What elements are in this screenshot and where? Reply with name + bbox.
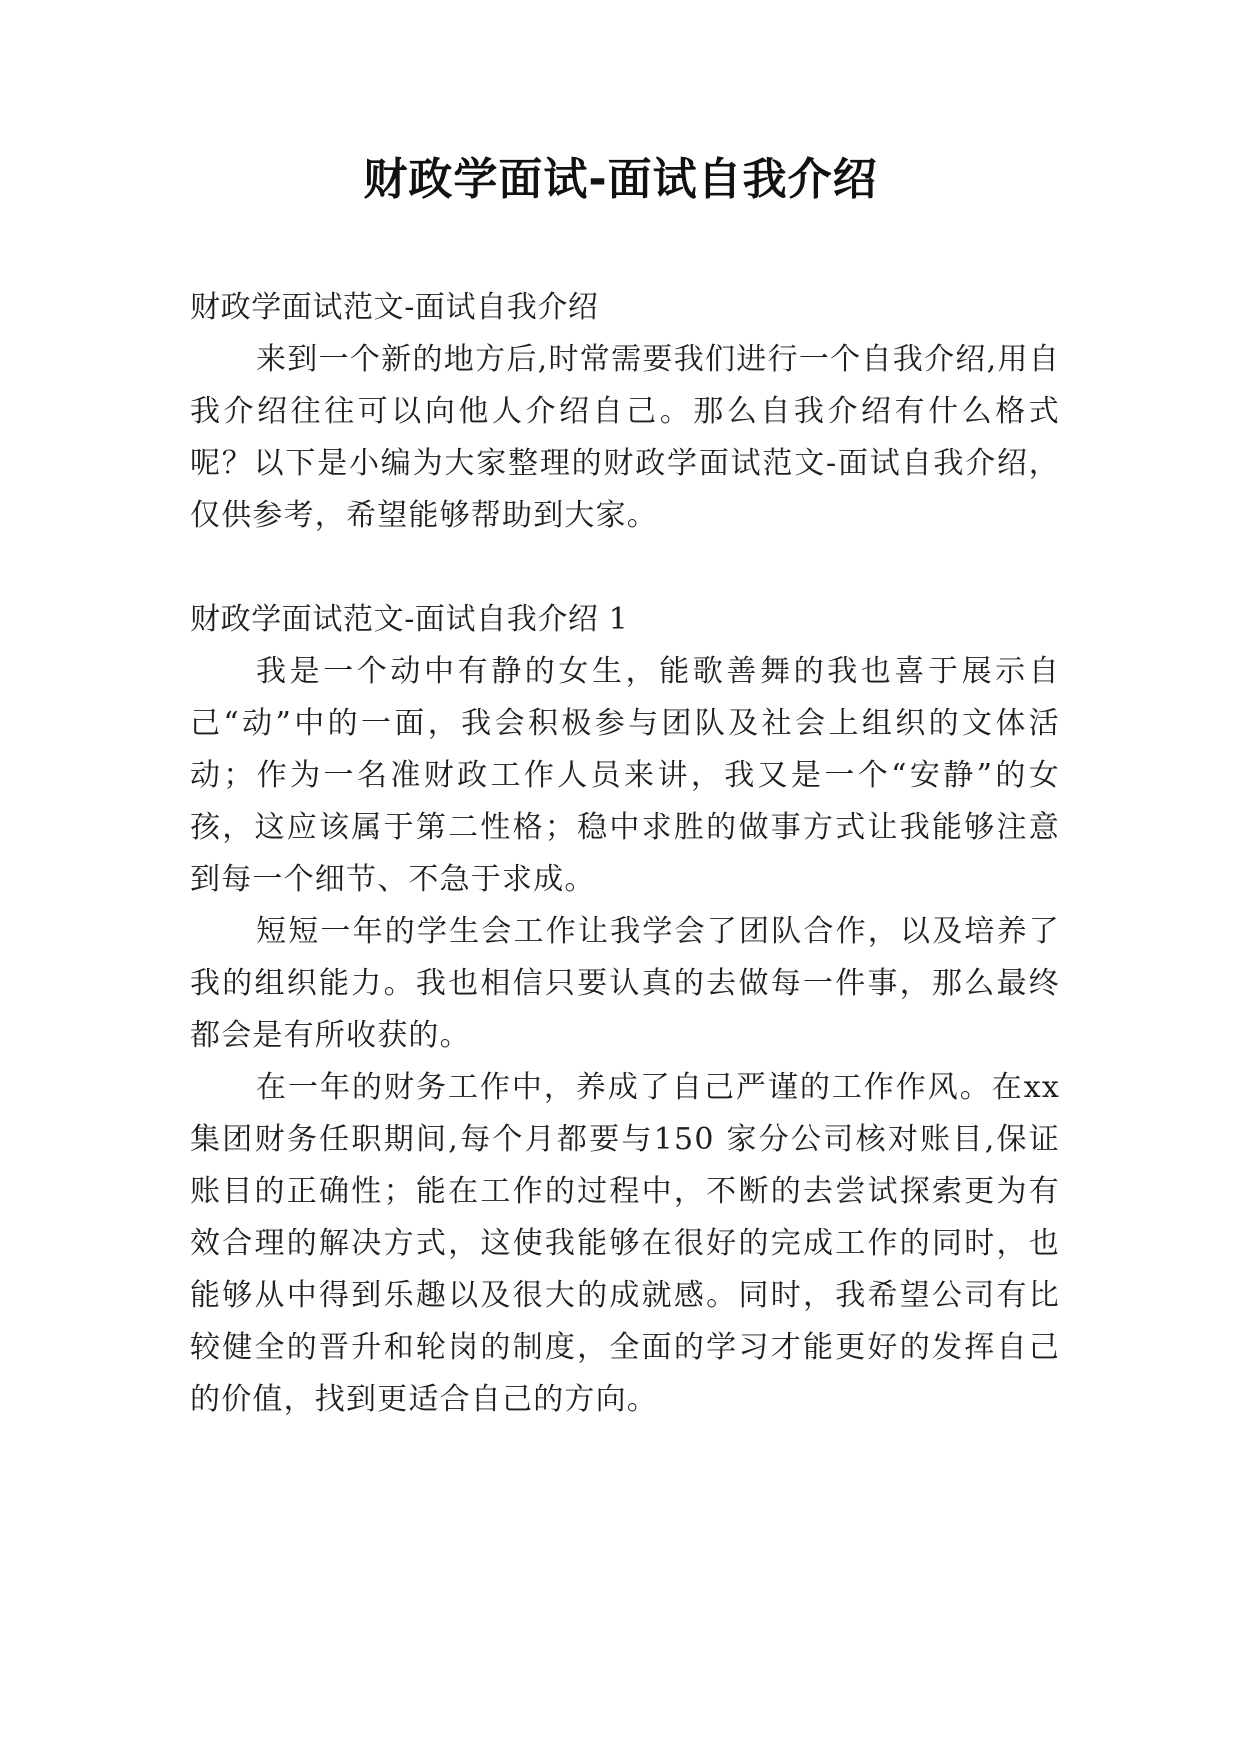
- section-1-paragraph-2: 短短一年的学生会工作让我学会了团队合作，以及培养了我的组织能力。我也相信只要认真的去做每一件事，那么最终都会是有所收获的。: [190, 914, 1060, 1053]
- document-title: 财政学面试-面试自我介绍: [363, 154, 878, 205]
- section-1-paragraph-3: 在一年的财务工作中，养成了自己严谨的工作作风。在xx 集团财务任职期间,每个月都要与150 家分公司核对账目,保证账目的正确性；能在工作的过程中，不断的去尝试探索更为有效合理的解决方式，这使我能够在很好的完成工作的同时，也能够从中得到乐趣以及很大的成就感。同时，我希望公司有比较健全的晋升和轮岗的制度，全面的学习才能更好的发挥自己的价值，找到更适合自己的方向。: [190, 1070, 1060, 1417]
- intro-paragraph: 来到一个新的地方后,时常需要我们进行一个自我介绍,用自我介绍往往可以向他人介绍自己。那么自我介绍有什么格式呢？以下是小编为大家整理的财政学面试范文-面试自我介绍，仅供参考，希望能够帮助到大家。: [190, 342, 1060, 533]
- section-1-paragraph-1: 我是一个动中有静的女生，能歌善舞的我也喜于展示自己“动”中的一面，我会积极参与团队及社会上组织的文体活动；作为一名准财政工作人员来讲，我又是一个“安静”的女孩，这应该属于第二性格；稳中求胜的做事方式让我能够注意到每一个细节、不急于求成。: [190, 654, 1060, 897]
- section-spacer: [190, 542, 1060, 594]
- intro-heading: 财政学面试范文-面试自我介绍: [190, 290, 599, 325]
- document-body: [190, 282, 1060, 1426]
- section-1-heading: 财政学面试范文-面试自我介绍 1: [190, 602, 629, 637]
